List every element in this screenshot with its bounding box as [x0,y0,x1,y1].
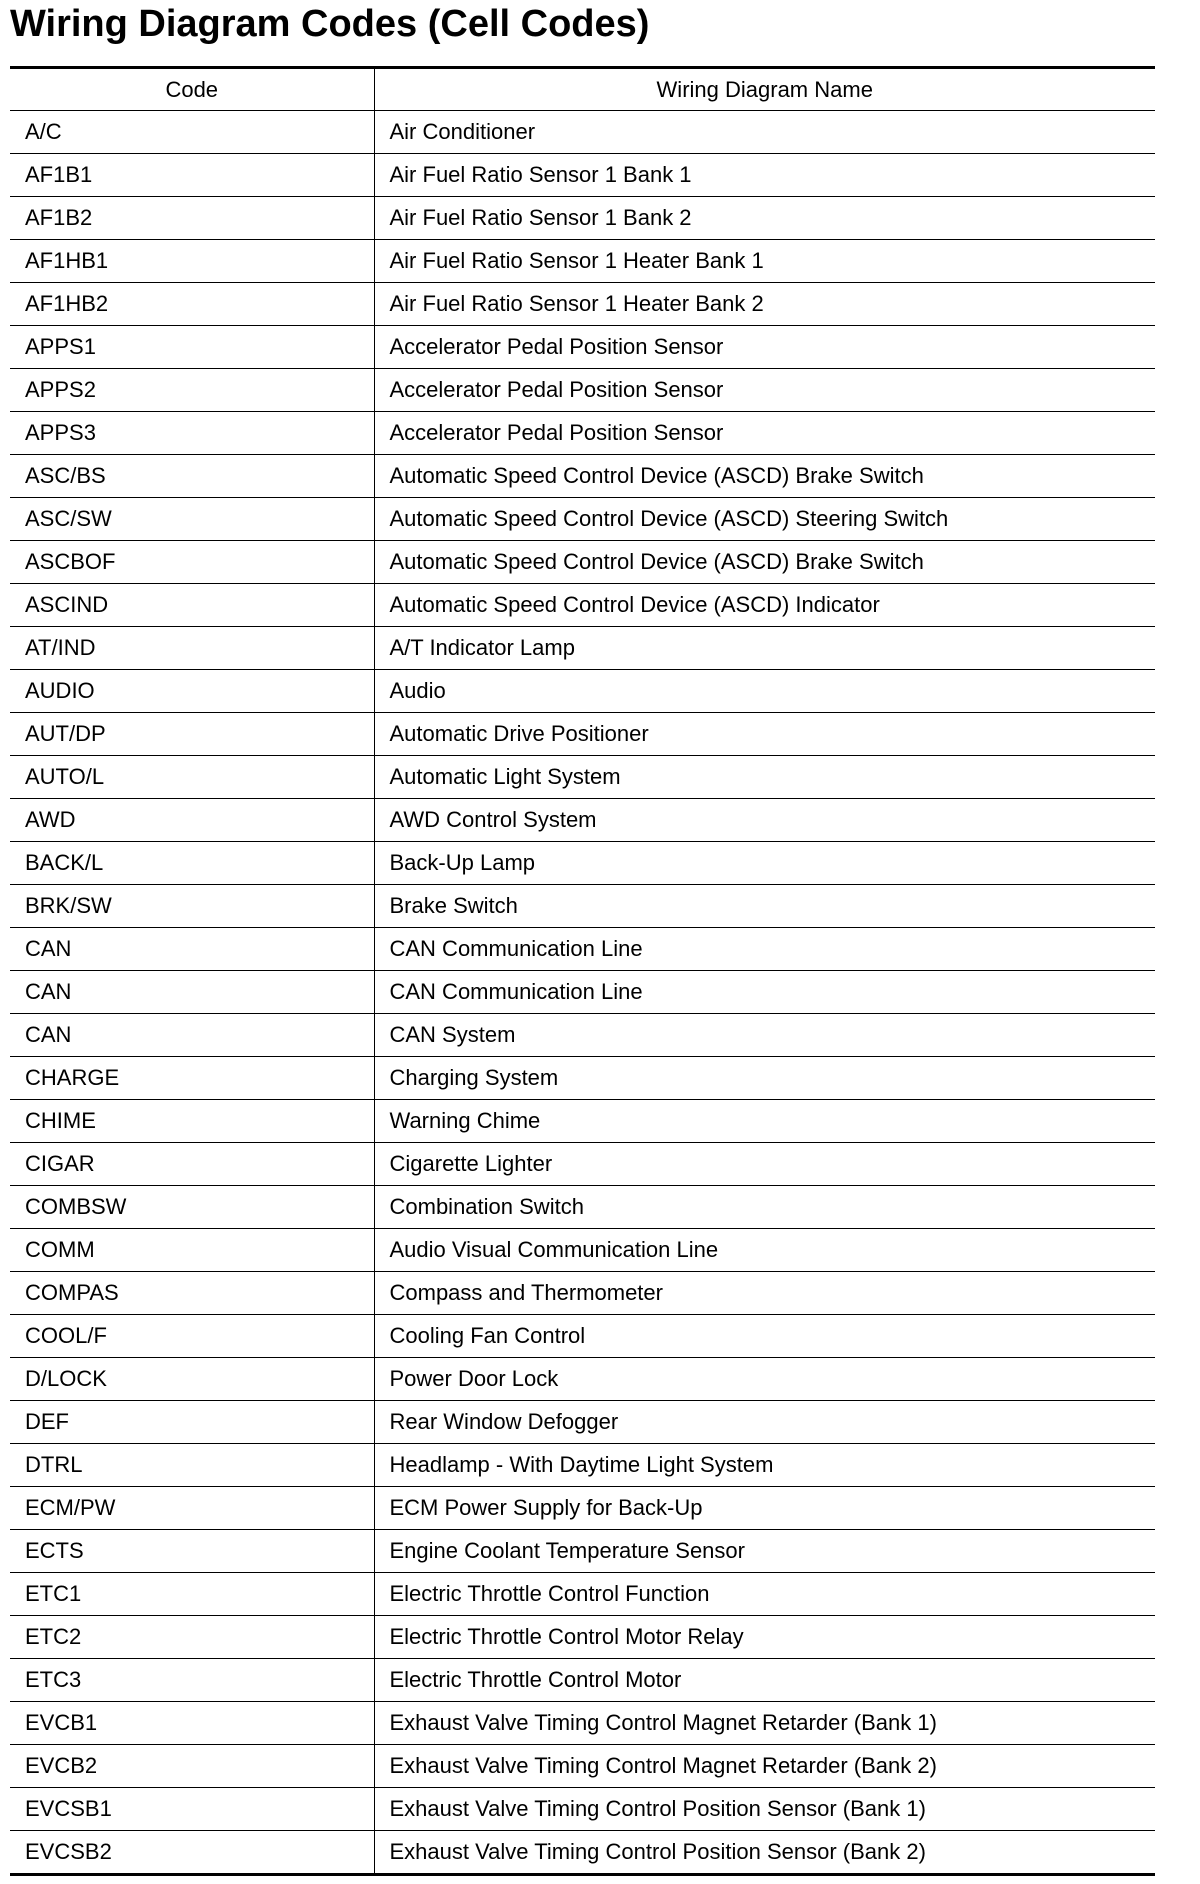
cell-wiring-diagram-name: Power Door Lock [374,1358,1155,1401]
cell-code: DTRL [10,1444,374,1487]
table-row [10,1530,1155,1573]
cell-wiring-diagram-name: Automatic Light System [374,756,1155,799]
cell-code: COOL/F [10,1315,374,1358]
cell-wiring-diagram-name: Automatic Speed Control Device (ASCD) Indicator [374,584,1155,627]
table-row [10,197,1155,240]
cell-wiring-diagram-name: Audio Visual Communication Line [374,1229,1155,1272]
table-row [10,670,1155,713]
cell-code: BRK/SW [10,885,374,928]
table-row [10,1272,1155,1315]
table-row [10,713,1155,756]
cell-wiring-diagram-name: Air Conditioner [374,111,1155,154]
cell-wiring-diagram-name: Brake Switch [374,885,1155,928]
cell-code: AF1HB2 [10,283,374,326]
cell-code: ASC/SW [10,498,374,541]
cell-code: CAN [10,928,374,971]
table-row [10,1616,1155,1659]
table-row [10,498,1155,541]
table-row [10,885,1155,928]
cell-wiring-diagram-name: Exhaust Valve Timing Control Magnet Retarder (Bank 2) [374,1745,1155,1788]
cell-code: AUDIO [10,670,374,713]
cell-wiring-diagram-name: Compass and Thermometer [374,1272,1155,1315]
cell-code: CIGAR [10,1143,374,1186]
cell-wiring-diagram-name: Electric Throttle Control Function [374,1573,1155,1616]
cell-wiring-diagram-name: Air Fuel Ratio Sensor 1 Bank 1 [374,154,1155,197]
cell-code: CHIME [10,1100,374,1143]
cell-wiring-diagram-name: Air Fuel Ratio Sensor 1 Heater Bank 1 [374,240,1155,283]
table-row [10,240,1155,283]
cell-code: ASCIND [10,584,374,627]
cell-wiring-diagram-name: Accelerator Pedal Position Sensor [374,326,1155,369]
cell-code: ETC1 [10,1573,374,1616]
cell-code: COMBSW [10,1186,374,1229]
cell-code: AF1B2 [10,197,374,240]
cell-code: CAN [10,971,374,1014]
cell-code: EVCB2 [10,1745,374,1788]
cell-code: COMPAS [10,1272,374,1315]
cell-wiring-diagram-name: Accelerator Pedal Position Sensor [374,369,1155,412]
table-row [10,1401,1155,1444]
cell-wiring-diagram-name: Exhaust Valve Timing Control Position Sensor (Bank 2) [374,1831,1155,1875]
table-row [10,111,1155,154]
cell-code: AUT/DP [10,713,374,756]
cell-wiring-diagram-name: Exhaust Valve Timing Control Position Sensor (Bank 1) [374,1788,1155,1831]
cell-code: AWD [10,799,374,842]
cell-wiring-diagram-name: Electric Throttle Control Motor Relay [374,1616,1155,1659]
table-row [10,1702,1155,1745]
cell-wiring-diagram-name: Audio [374,670,1155,713]
cell-code: DEF [10,1401,374,1444]
table-row [10,1057,1155,1100]
cell-wiring-diagram-name: Combination Switch [374,1186,1155,1229]
table-row [10,1143,1155,1186]
table-header-row [10,68,1155,111]
cell-code: EVCSB2 [10,1831,374,1875]
cell-code: ECTS [10,1530,374,1573]
cell-code: BACK/L [10,842,374,885]
cell-code: CAN [10,1014,374,1057]
table-row [10,1315,1155,1358]
table-row [10,541,1155,584]
cell-code: ECM/PW [10,1487,374,1530]
cell-wiring-diagram-name: CAN Communication Line [374,928,1155,971]
table-row [10,1788,1155,1831]
table-row [10,326,1155,369]
cell-code: EVCSB1 [10,1788,374,1831]
cell-code: AF1B1 [10,154,374,197]
wiring-code-table [10,66,1155,1876]
cell-wiring-diagram-name: Automatic Drive Positioner [374,713,1155,756]
cell-code: ASCBOF [10,541,374,584]
cell-wiring-diagram-name: Warning Chime [374,1100,1155,1143]
cell-wiring-diagram-name: Accelerator Pedal Position Sensor [374,412,1155,455]
table-row [10,369,1155,412]
cell-code: D/LOCK [10,1358,374,1401]
cell-wiring-diagram-name: AWD Control System [374,799,1155,842]
cell-code: APPS3 [10,412,374,455]
cell-wiring-diagram-name: Back-Up Lamp [374,842,1155,885]
table-row [10,1745,1155,1788]
cell-wiring-diagram-name: Air Fuel Ratio Sensor 1 Bank 2 [374,197,1155,240]
cell-wiring-diagram-name: ECM Power Supply for Back-Up [374,1487,1155,1530]
table-row [10,154,1155,197]
table-row [10,627,1155,670]
cell-code: A/C [10,111,374,154]
cell-code: AUTO/L [10,756,374,799]
table-row [10,1444,1155,1487]
table-row [10,1831,1155,1875]
table-row [10,1487,1155,1530]
cell-wiring-diagram-name: Charging System [374,1057,1155,1100]
cell-code: ETC2 [10,1616,374,1659]
table-row [10,971,1155,1014]
table-row [10,584,1155,627]
column-header-name: Wiring Diagram Name [374,68,1155,111]
cell-code: APPS2 [10,369,374,412]
cell-wiring-diagram-name: Electric Throttle Control Motor [374,1659,1155,1702]
cell-code: CHARGE [10,1057,374,1100]
table-row [10,1659,1155,1702]
page-title: Wiring Diagram Codes (Cell Codes) [10,3,650,45]
cell-wiring-diagram-name: CAN Communication Line [374,971,1155,1014]
cell-code: ETC3 [10,1659,374,1702]
table-row [10,756,1155,799]
cell-wiring-diagram-name: Air Fuel Ratio Sensor 1 Heater Bank 2 [374,283,1155,326]
cell-code: COMM [10,1229,374,1272]
table-row [10,799,1155,842]
cell-wiring-diagram-name: Headlamp - With Daytime Light System [374,1444,1155,1487]
cell-code: AF1HB1 [10,240,374,283]
cell-wiring-diagram-name: Automatic Speed Control Device (ASCD) Brake Switch [374,455,1155,498]
table-row [10,283,1155,326]
cell-wiring-diagram-name: Exhaust Valve Timing Control Magnet Retarder (Bank 1) [374,1702,1155,1745]
cell-code: APPS1 [10,326,374,369]
cell-wiring-diagram-name: Engine Coolant Temperature Sensor [374,1530,1155,1573]
table-row [10,842,1155,885]
table-row [10,1229,1155,1272]
column-header-code: Code [10,68,374,111]
cell-wiring-diagram-name: Rear Window Defogger [374,1401,1155,1444]
table-row [10,1186,1155,1229]
cell-code: EVCB1 [10,1702,374,1745]
cell-wiring-diagram-name: Automatic Speed Control Device (ASCD) Steering Switch [374,498,1155,541]
table-row [10,1014,1155,1057]
cell-wiring-diagram-name: A/T Indicator Lamp [374,627,1155,670]
cell-wiring-diagram-name: Automatic Speed Control Device (ASCD) Brake Switch [374,541,1155,584]
cell-code: AT/IND [10,627,374,670]
cell-wiring-diagram-name: CAN System [374,1014,1155,1057]
table-body [10,111,1155,1875]
table-row [10,1100,1155,1143]
table-row [10,412,1155,455]
table-row [10,1573,1155,1616]
cell-code: ASC/BS [10,455,374,498]
cell-wiring-diagram-name: Cooling Fan Control [374,1315,1155,1358]
cell-wiring-diagram-name: Cigarette Lighter [374,1143,1155,1186]
table-row [10,928,1155,971]
table-row [10,455,1155,498]
table-row [10,1358,1155,1401]
